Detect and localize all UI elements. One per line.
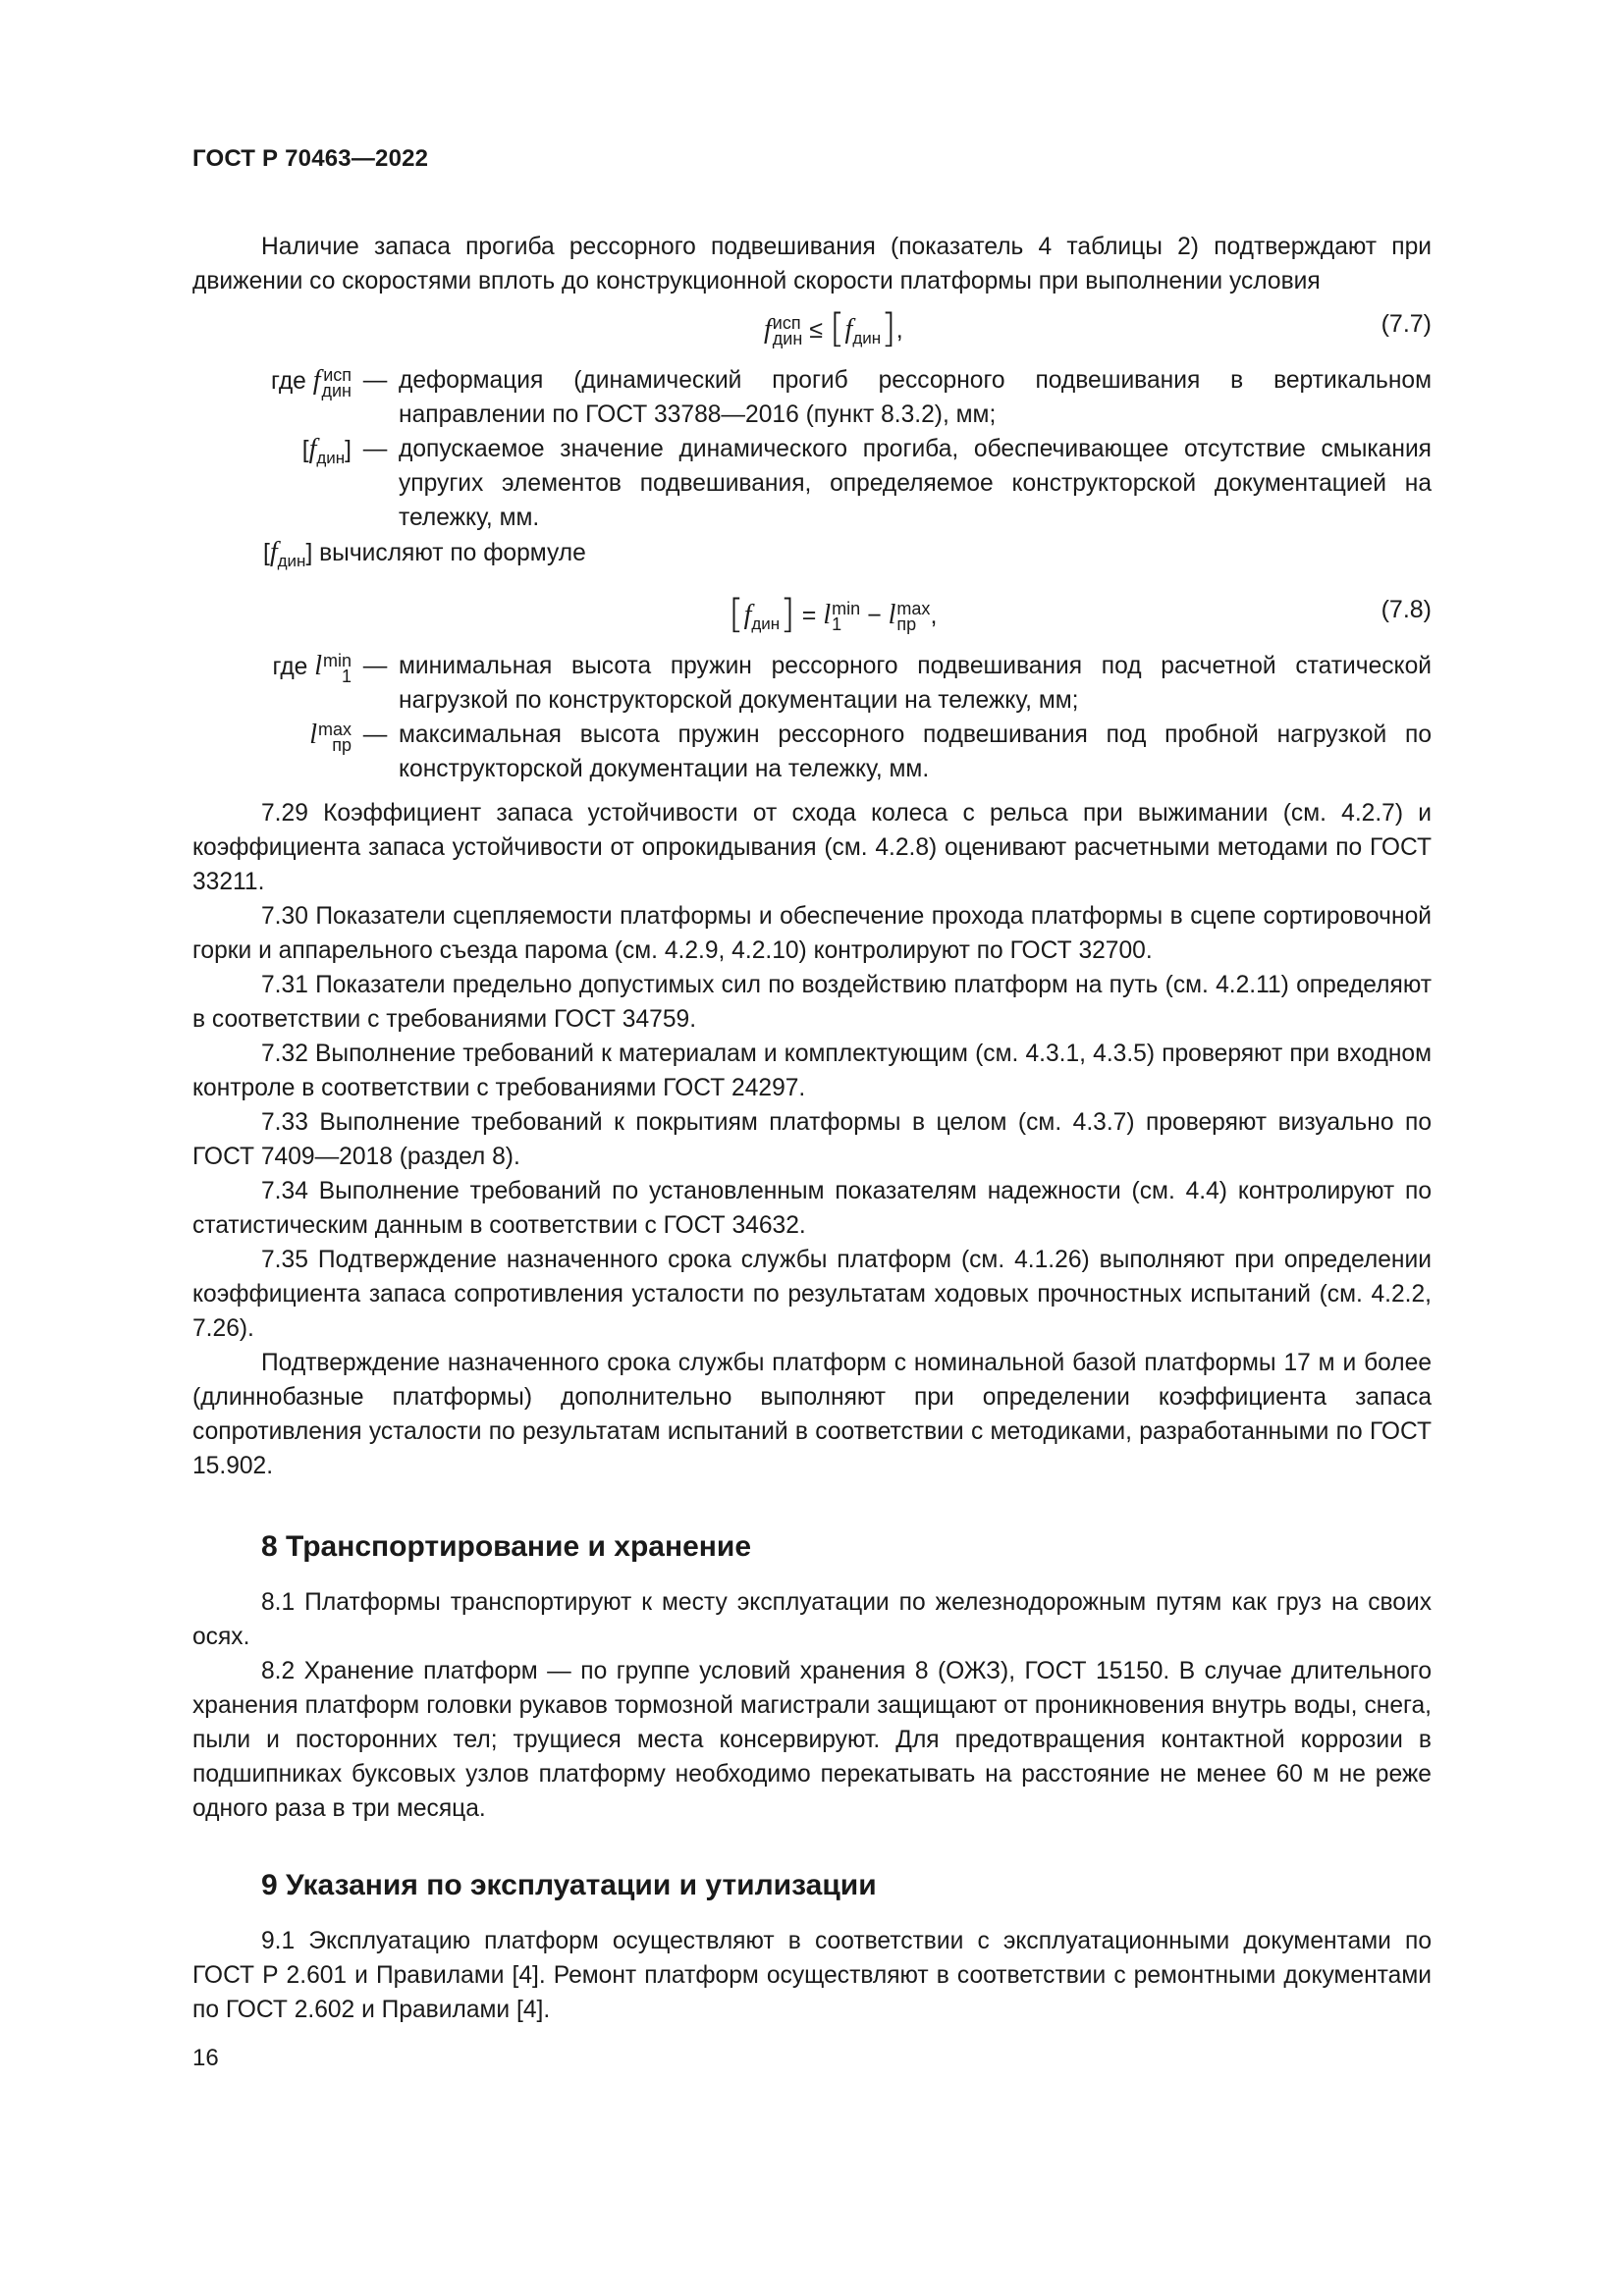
calc-line: $[f_{дин}]$ вычисляют по формуле (263, 537, 586, 570)
formula-7-8-expression: $[f_{дин}] = l$ min 1 − l max пр , (729, 592, 938, 637)
page-number: 16 (192, 2045, 219, 2071)
definition-l1-min: где l min 1 — минимальная высота пружин рессорного подвешивания под расчетной статической нагрузкой по конструкторской документации на тележку, мм; (272, 650, 1432, 714)
paragraph-7-31: 7.31 Показатели предельно допустимых сил по воздействию платформ на путь (см. 4.2.11) определяют в соответствии с требованиями ГОСТ 34759. (192, 972, 1432, 1033)
formula-7-7-expression: f исп дин ≤ $[f_{дин}]$, (764, 306, 903, 351)
definition-lpr-max: l max пр — максимальная высота пружин рессорного подвешивания под пробной нагрузкой по конструкторской документации на тележку, мм. (309, 719, 1432, 782)
paragraph-7-33: 7.33 Выполнение требований к покрытиям платформы в целом (см. 4.3.7) проверяют визуально по ГОСТ 7409—2018 (раздел 8). (192, 1109, 1432, 1170)
paragraph-7-35-continued: Подтверждение назначенного срока службы платформ с номинальной базой платформы 17 м и более (длиннобазные платформы) дополнительно выполняют при определении коэффициента запаса сопротивления усталости по результатам испытаний в соответствии с методиками, разработанными по ГОСТ 15.902. (192, 1350, 1432, 1479)
definition-f-dyn-allowed: $[f_{дин}]$ — допускаемое значение динамического прогиба, обеспечивающее отсутствие смыкания упругих элементов подвешивания, определяемое конструкторской документацией на тележку, мм. (301, 434, 1432, 531)
paragraph-7-32: 7.32 Выполнение требований к материалам и комплектующим (см. 4.3.1, 4.3.5) проверяют при входном контроле в соответствии с требованиями ГОСТ 24297. (192, 1041, 1432, 1101)
definitions-7-7 (192, 363, 1432, 578)
formula-7-8-number: (7.8) (1380, 596, 1432, 623)
section-7-paragraphs (192, 796, 1432, 1483)
paragraph-9-1: 9.1 Эксплуатацию платформ осуществляют в соответствии с эксплуатационными документами по ГОСТ Р 2.601 и Правилами [4]. Ремонт платформ осуществляют в соответствии с ремонтными документами по ГОСТ 2.602 и Правилами [4]. (192, 1928, 1432, 2023)
formula-7-8 (192, 584, 1432, 637)
definition-f-dyn-test: где f исп дин — деформация (динамический прогиб рессорного подвешивания в вертикальном направлении по ГОСТ 33788—2016 (пункт 8.3.2), мм; (270, 364, 1432, 428)
intro-paragraph: Наличие запаса прогиба рессорного подвешивания (показатель 4 таблицы 2) подтверждают при движении со скоростями вплоть до конструкционной скорости платформы при выполнении условия (192, 234, 1432, 294)
paragraph-7-34: 7.34 Выполнение требований по установленным показателям надежности (см. 4.4) контролируют по статистическим данным в соответствии с ГОСТ 34632. (192, 1178, 1432, 1239)
section-8-heading: 8 Транспортирование и хранение (261, 1530, 752, 1563)
paragraph-8-2: 8.2 Хранение платформ — по группе условий хранения 8 (ОЖЗ), ГОСТ 15150. В случае длительного хранения платформ головки рукавов тормозной магистрали защищают от проникновения внутрь воды, снега, пыли и посторонних тел; трущиеся места консервируют. Для предотвращения контактной коррозии в подшипниках буксовых узлов платформу необходимо перекатывать на расстояние не менее 60 м не реже одного раза в три месяца. (192, 1658, 1432, 1822)
paragraph-8-1: 8.1 Платформы транспортируют к месту эксплуатации по железнодорожным путям как груз на своих осях. (192, 1589, 1432, 1650)
paragraph-7-29: 7.29 Коэффициент запаса устойчивости от схода колеса с рельса при выжимании (см. 4.2.7) и коэффициента запаса устойчивости от опрокидывания (см. 4.2.8) оценивают расчетными методами по ГОСТ 33211. (192, 800, 1432, 895)
document-header: ГОСТ Р 70463—2022 (192, 145, 429, 172)
paragraph-7-30: 7.30 Показатели сцепляемости платформы и обеспечение прохода платформы в сцепе сортировочной горки и аппарельного съезда парома (см. 4.2.9, 4.2.10) контролируют по ГОСТ 32700. (192, 903, 1432, 964)
paragraph-7-35: 7.35 Подтверждение назначенного срока службы платформ (см. 4.1.26) выполняют при определении коэффициента запаса сопротивления усталости по результатам ходовых прочностных испытаний (см. 4.2.2, 7.26). (192, 1247, 1432, 1342)
formula-7-7-number: (7.7) (1380, 310, 1432, 338)
formula-7-7 (192, 298, 1432, 351)
document-page (192, 145, 1432, 2027)
definitions-7-8 (192, 649, 1432, 786)
section-9-heading: 9 Указания по эксплуатации и утилизации (261, 1869, 877, 1901)
